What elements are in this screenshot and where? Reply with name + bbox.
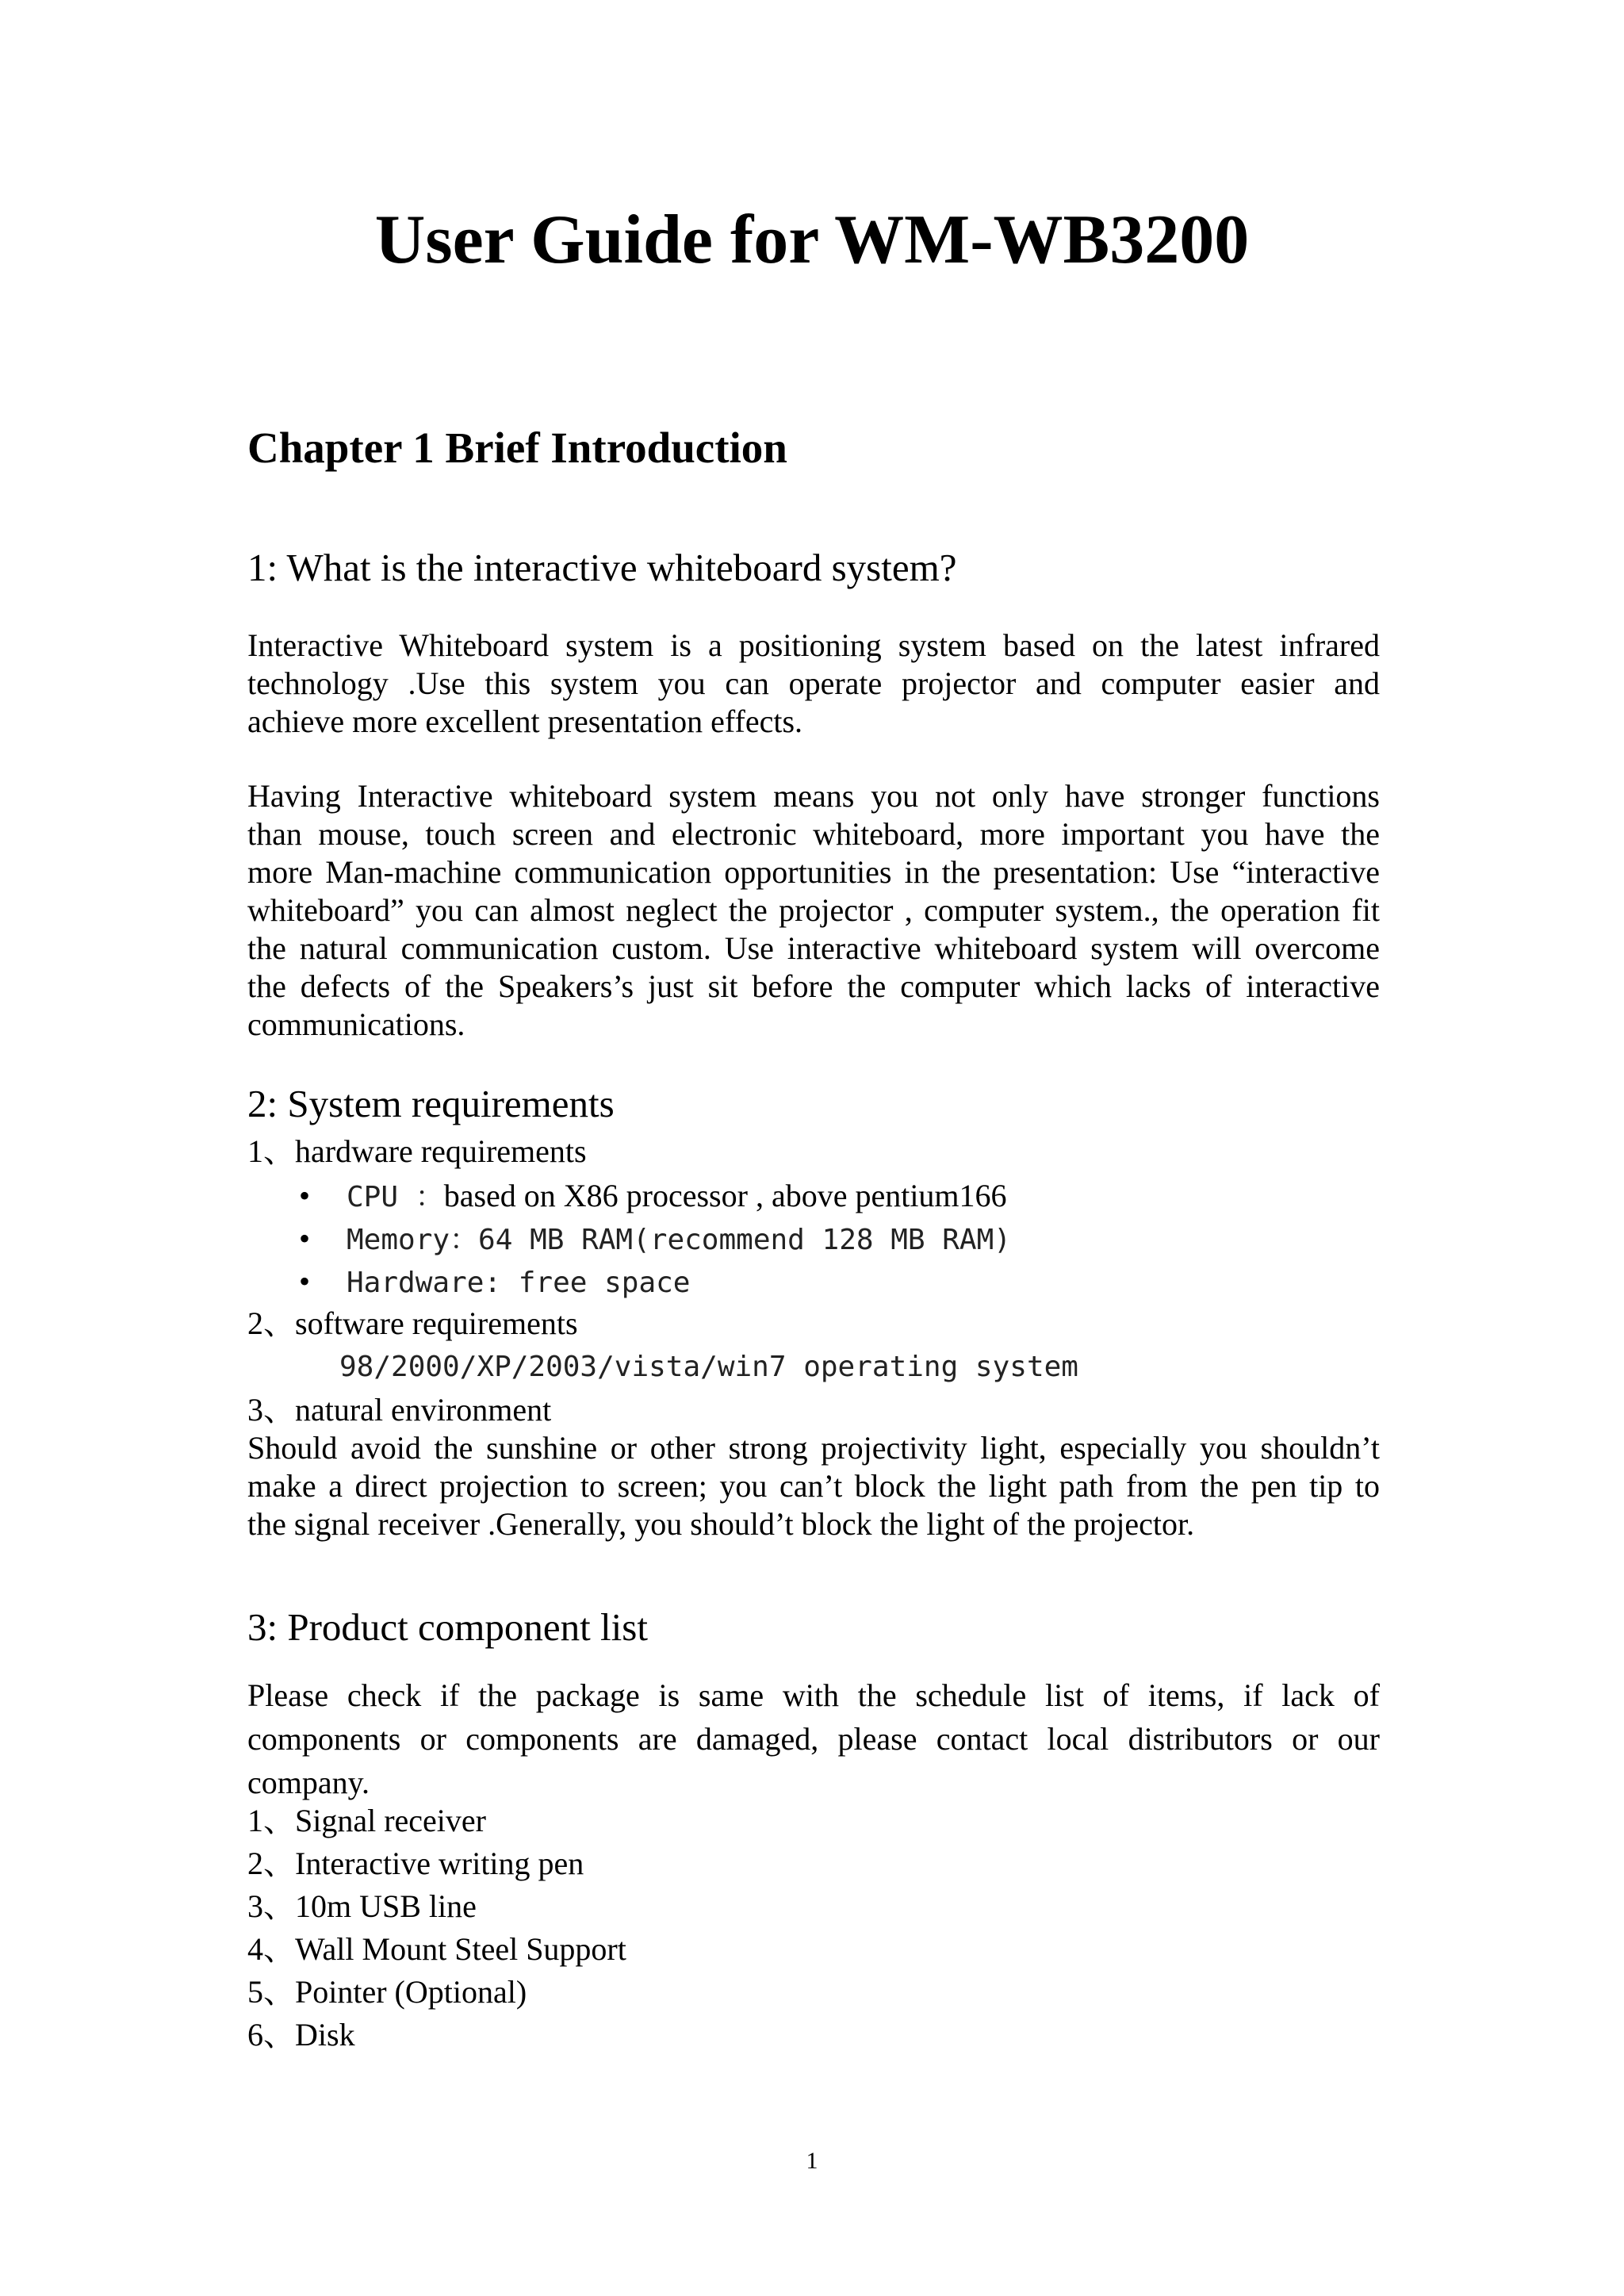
- paragraph-line: more Man-machine communication opportunities in the presentation: Use “interactive: [247, 854, 1380, 890]
- paragraph-line: the signal receiver .Generally, you should’t block the light of the projector.: [247, 1506, 1195, 1542]
- component-item: 3、10m USB line: [247, 1888, 477, 1924]
- bullet-icon: •: [299, 1221, 311, 1256]
- bullet-item-memory: [299, 1220, 1011, 1259]
- paragraph-line: make a direct projection to screen; you can’t block the light path from the pen tip to: [247, 1468, 1380, 1504]
- bullet-icon: •: [299, 1263, 311, 1299]
- paragraph-line: communications.: [247, 1006, 465, 1042]
- paragraph-line: the natural communication custom. Use interactive whiteboard system will overcome: [247, 930, 1380, 966]
- paragraph-line: the defects of the Speakers’s just sit before the computer which lacks of interactive: [247, 968, 1380, 1004]
- paragraph-line: Should avoid the sunshine or other strong projectivity light, especially you shouldn’t: [247, 1430, 1380, 1466]
- intro-paragraph-2: [247, 777, 1380, 1044]
- paragraph-line: than mouse, touch screen and electronic whiteboard, more important you have the: [247, 816, 1380, 852]
- component-item: 5、Pointer (Optional): [247, 1974, 527, 2010]
- bullet-mono-text: CPU ：: [347, 1181, 444, 1213]
- component-intro-paragraph: [247, 1673, 1380, 1804]
- environment-paragraph: [247, 1429, 1380, 1543]
- page-number: 1: [806, 2148, 818, 2174]
- software-requirements-label: 2、software requirements: [247, 1305, 578, 1341]
- component-item: 4、Wall Mount Steel Support: [247, 1931, 626, 1967]
- bullet-icon: •: [299, 1178, 311, 1213]
- paragraph-line: company.: [247, 1765, 370, 1800]
- operating-system-list: 98/2000/XP/2003/vista/win7 operating system: [339, 1351, 1078, 1383]
- section-heading-system-requirements: 2: System requirements: [247, 1082, 615, 1125]
- paragraph-line: Please check if the package is same with the schedule list of items, if lack of: [247, 1677, 1380, 1713]
- paragraph-line: components or components are damaged, please contact local distributors or our: [247, 1721, 1380, 1757]
- paragraph-line: technology .Use this system you can operate projector and computer easier and: [247, 665, 1380, 701]
- paragraph-line: achieve more excellent presentation effects.: [247, 703, 803, 739]
- bullet-serif-text: based on X86 processor , above pentium166: [443, 1178, 1007, 1213]
- component-item: 1、Signal receiver: [247, 1803, 486, 1838]
- natural-environment-label: 3、natural environment: [247, 1392, 552, 1428]
- hardware-requirements-label: 1、hardware requirements: [247, 1133, 587, 1169]
- component-item: 2、Interactive writing pen: [247, 1846, 584, 1881]
- intro-paragraph-1: [247, 627, 1380, 741]
- chapter-heading: Chapter 1 Brief Introduction: [247, 424, 787, 472]
- document-title: User Guide for WM-WB3200: [374, 201, 1250, 278]
- paragraph-line: Interactive Whiteboard system is a positioning system based on the latest infrared: [247, 627, 1380, 663]
- bullet-item-hardware: [299, 1263, 690, 1302]
- bullet-mono-text: Memory：64 MB RAM(recommend 128 MB RAM): [347, 1224, 1011, 1256]
- paragraph-line: whiteboard” you can almost neglect the projector , computer system., the operation fit: [247, 892, 1380, 928]
- component-item: 6、Disk: [247, 2017, 355, 2053]
- section-heading-component-list: 3: Product component list: [247, 1605, 648, 1649]
- bullet-item-cpu: [299, 1177, 1007, 1217]
- bullet-mono-text: Hardware: free space: [347, 1267, 691, 1299]
- paragraph-line: Having Interactive whiteboard system means you not only have stronger functions: [247, 778, 1380, 814]
- section-heading-what-is: 1: What is the interactive whiteboard system?: [247, 546, 957, 589]
